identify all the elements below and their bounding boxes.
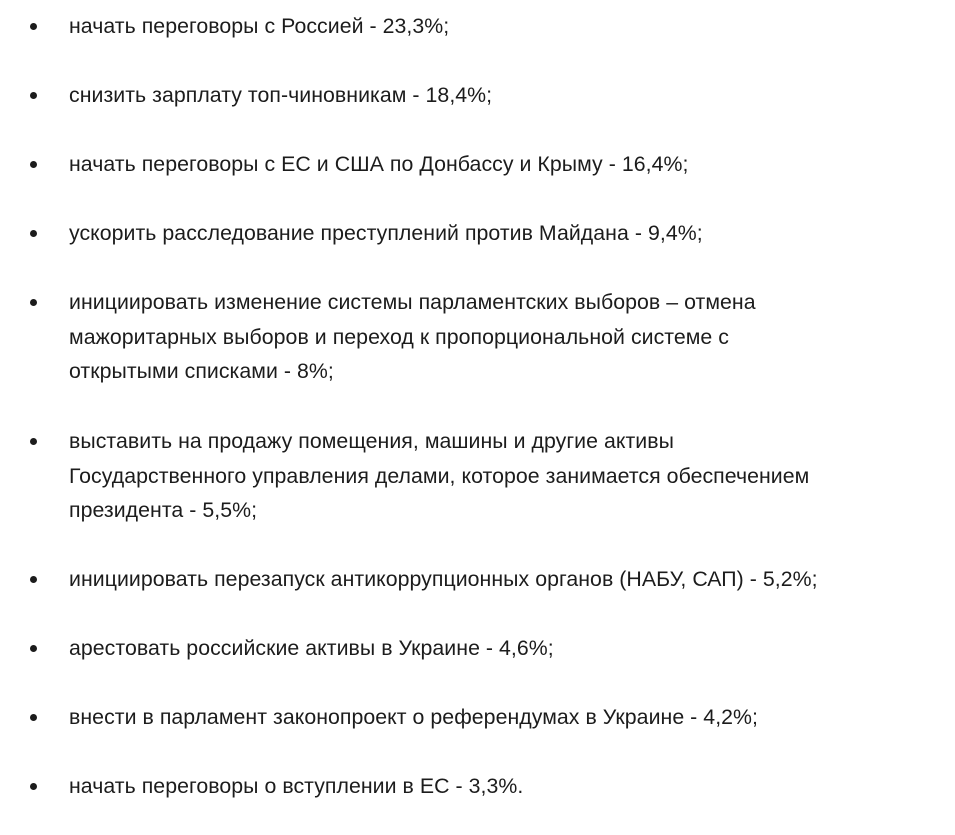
bullet-dot-icon [30,714,37,721]
list-item-line: начать переговоры с ЕС и США по Донбассу и Крыму - 16,4%; [69,152,689,176]
bullet-dot-icon [30,438,37,445]
list-item-line: внести в парламент законопроект о референдумах в Украине - 4,2%; [69,705,759,729]
list-item-text [69,147,947,182]
bullet-dot-icon [30,783,37,790]
list-item-line: мажоритарных выборов и переход к пропорциональной системе с [69,324,729,349]
list-item-line: арестовать российские активы в Украине - 4,6%; [69,636,554,660]
bullet-dot-icon [30,23,37,30]
list-item-text [69,216,947,251]
bullet-dot-icon [30,230,37,237]
list-item-text [69,285,947,389]
bullet-dot-icon [30,299,37,306]
list-item-line: выставить на продажу помещения, машины и другие активы [69,429,674,453]
list-item-line: ускорить расследование преступлений против Майдана - 9,4%; [69,221,703,245]
list-item-line: президента - 5,5%; [69,498,258,522]
list-item-text [69,700,947,735]
list-item-line: открытыми списками - 8%; [69,359,334,383]
list-item-line: начать переговоры с Россией - 23,3%; [69,14,450,38]
list-item-text [69,631,947,666]
list-item-line: Государственного управления делами, которое занимается обеспечением [69,463,810,488]
list-item-line: инициировать изменение системы парламентских выборов – отмена [69,290,756,314]
list-item-text [69,562,947,597]
list-item-text [69,769,947,804]
list-item-line: инициировать перезапуск антикоррупционных органов (НАБУ, САП) - 5,2%; [69,567,818,591]
list-item-text [69,9,947,44]
bullet-dot-icon [30,161,37,168]
list-item-text [69,78,947,113]
bullet-dot-icon [30,645,37,652]
bullet-dot-icon [30,576,37,583]
bullet-dot-icon [30,92,37,99]
list-item-line: начать переговоры о вступлении в ЕС - 3,3%. [69,774,524,798]
list-item-text [69,424,947,528]
list-item-line: снизить зарплату топ-чиновникам - 18,4%; [69,83,493,107]
